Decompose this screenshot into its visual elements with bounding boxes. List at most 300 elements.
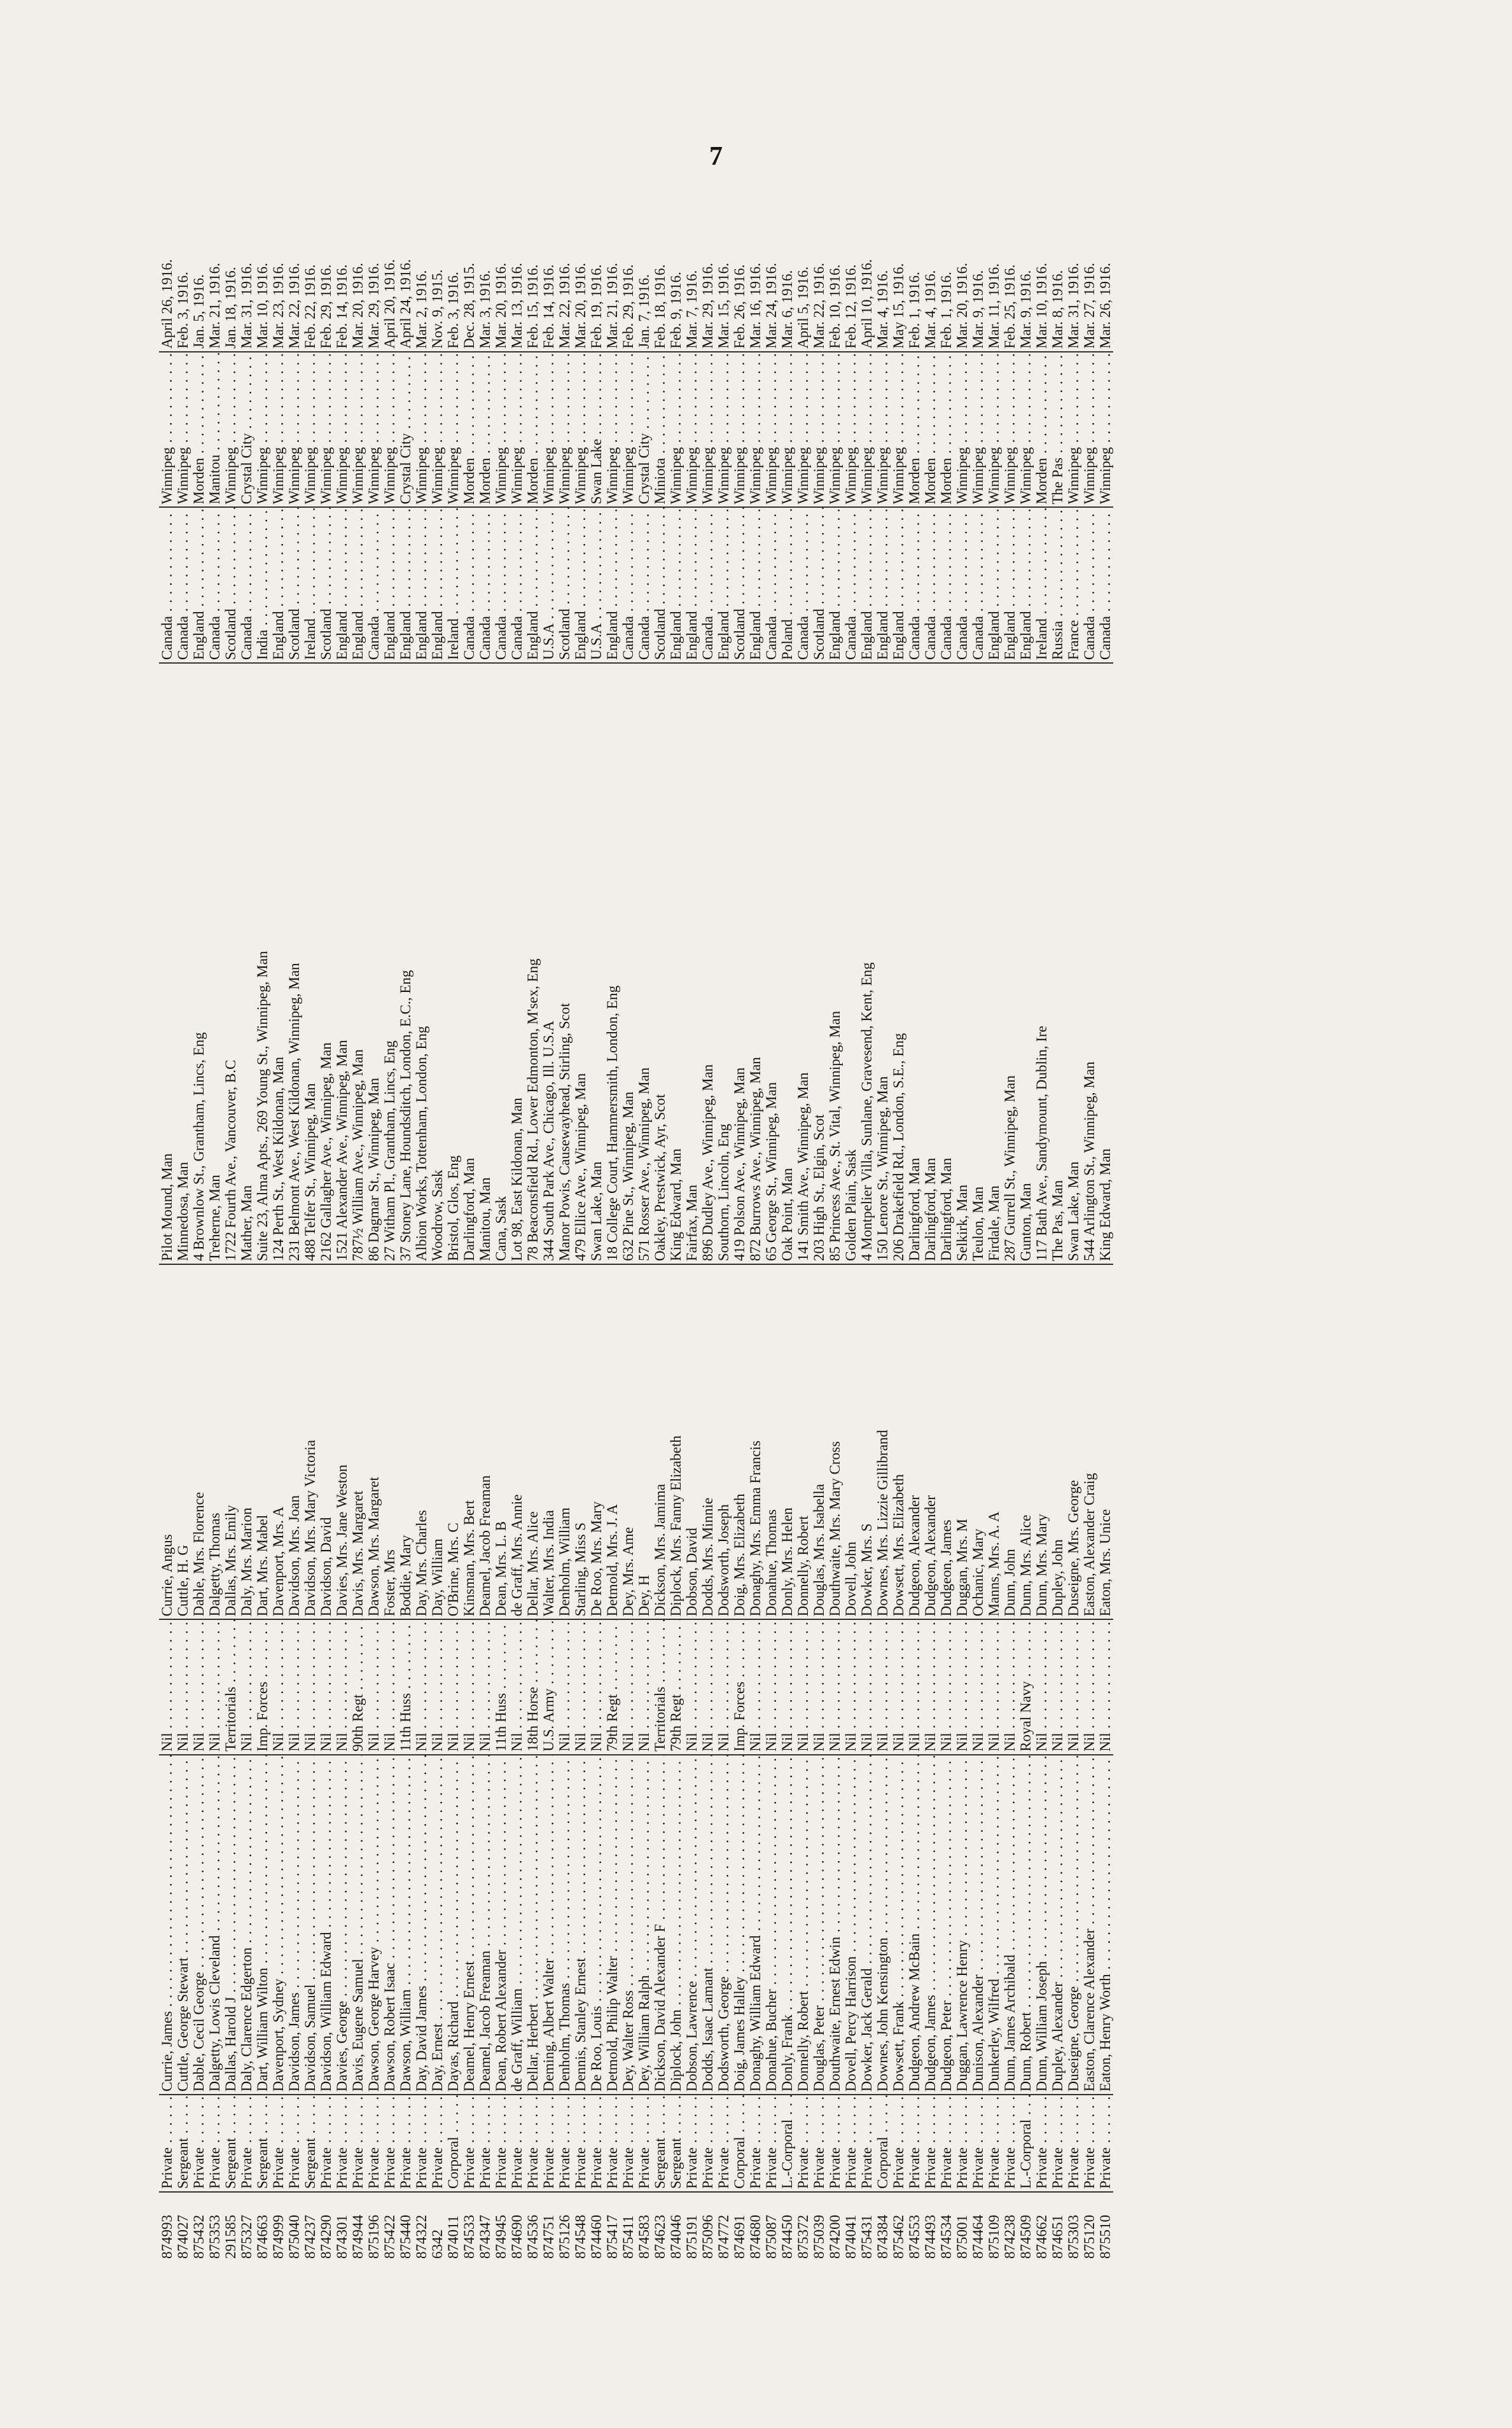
former-unit-cell: Nil . . . xyxy=(461,1619,477,1754)
former-unit-cell: U.S. Army . . . xyxy=(541,1619,557,1754)
enlistment-date-cell: Mar. 29, 1916. xyxy=(366,223,382,352)
enlistment-date-cell: Mar. 15, 1916. xyxy=(716,223,732,352)
former-unit-cell: Nil . . . xyxy=(747,1619,763,1754)
next-of-kin-cell: Daly, Mrs. Marion xyxy=(239,1264,254,1619)
soldier-name-cell: Dean, Robert Alexander . . . xyxy=(493,1755,509,2095)
table-row xyxy=(254,223,270,2259)
rank-cell: Private . . . xyxy=(350,2095,366,2192)
regimental-number-cell: 875417 xyxy=(604,2215,620,2259)
address-cell: The Pas, Man xyxy=(1050,663,1065,1264)
soldier-name-cell: Dey, William Ralph . . . xyxy=(636,1755,652,2095)
soldier-name-cell: Donahue, Bucher . . . xyxy=(763,1755,779,2095)
regimental-number-cell: 874347 xyxy=(477,2215,493,2259)
rank-cell: Private . . . xyxy=(461,2095,477,2192)
rank-cell: Private . . . xyxy=(366,2095,382,2192)
regimental-number-cell: 874999 xyxy=(270,2215,286,2259)
table-row xyxy=(525,223,541,2259)
next-of-kin-cell: Currie, Angus xyxy=(159,1264,175,1619)
next-of-kin-cell: Dudgeon, Alexander xyxy=(906,1264,922,1619)
rank-cell: Private . . . xyxy=(270,2095,286,2192)
regimental-number-cell: 874553 xyxy=(906,2215,922,2259)
place-taken-on-strength-cell: Winnipeg . . . xyxy=(350,352,366,508)
address-cell: Oak Point, Man xyxy=(779,663,795,1264)
enlistment-date-cell: Mar. 2, 1916. xyxy=(413,223,429,352)
rank-cell: Private . . . xyxy=(477,2095,493,2192)
regimental-number-cell: 875510 xyxy=(1097,2215,1113,2259)
place-taken-on-strength-cell: Winnipeg . . . xyxy=(859,352,875,508)
table-row xyxy=(445,223,461,2259)
place-taken-on-strength-cell: Winnipeg . . . xyxy=(1097,352,1113,508)
place-taken-on-strength-cell: Miniota . . . xyxy=(652,352,668,508)
table-row xyxy=(159,223,175,2259)
enlistment-date-cell: Feb. 3, 1916. xyxy=(175,223,191,352)
regimental-number-cell: 875372 xyxy=(795,2215,811,2259)
former-unit-cell: Nil . . . xyxy=(795,1619,811,1754)
soldier-name-cell: Douglas, Peter . . . xyxy=(811,1755,827,2095)
soldier-name-cell: Daly, Clarence Edgerton . . . xyxy=(239,1755,254,2095)
country-of-birth-cell: Canada . . . xyxy=(366,508,382,664)
address-cell: 632 Pine St., Winnipeg, Man xyxy=(620,663,636,1264)
table-row xyxy=(366,223,382,2259)
former-unit-cell: 11th Huss . . . xyxy=(493,1619,509,1754)
soldier-name-cell: Doig, James Halley . . . xyxy=(732,1755,747,2095)
table-row xyxy=(1018,223,1034,2259)
place-taken-on-strength-cell: Winnipeg . . . xyxy=(827,352,843,508)
soldier-name-cell: Dunison, Alexander . . . xyxy=(970,1755,986,2095)
former-unit-cell: Nil . . . xyxy=(954,1619,970,1754)
former-unit-cell: 11th Huss . . . xyxy=(398,1619,413,1754)
address-cell: Swan Lake, Man xyxy=(1065,663,1081,1264)
table-row xyxy=(604,223,620,2259)
soldier-name-cell: Dobson, Lawrence . . . xyxy=(684,1755,700,2095)
next-of-kin-cell: Dobson, David xyxy=(684,1264,700,1619)
place-taken-on-strength-cell: Winnipeg . . . xyxy=(572,352,588,508)
table-row xyxy=(811,223,827,2259)
next-of-kin-cell: Downes, Mrs. Lizzie Gillibrand xyxy=(875,1264,891,1619)
country-of-birth-cell: England . . . xyxy=(1018,508,1034,664)
roster-body xyxy=(159,223,1113,2259)
next-of-kin-cell: Manns, Mrs. A. A xyxy=(986,1264,1002,1619)
table-row xyxy=(286,223,302,2259)
table-row xyxy=(1081,223,1097,2259)
rank-cell: Private . . . xyxy=(398,2095,413,2192)
next-of-kin-cell: Dean, Mrs. L. B xyxy=(493,1264,509,1619)
regimental-number-cell: 875327 xyxy=(239,2215,254,2259)
place-taken-on-strength-cell: Winnipeg . . . xyxy=(747,352,763,508)
soldier-name-cell: Dowker, Jack Gerald . . . xyxy=(859,1755,875,2095)
soldier-name-cell: Dunn, William Joseph . . . xyxy=(1034,1755,1050,2095)
place-taken-on-strength-cell: Winnipeg . . . xyxy=(604,352,620,508)
place-taken-on-strength-cell: Winnipeg . . . xyxy=(223,352,239,508)
soldier-name-cell: Dellar, Herbert . . . xyxy=(525,1755,541,2095)
rank-cell: Private . . . xyxy=(986,2095,1002,2192)
former-unit-cell: Nil . . . xyxy=(509,1619,525,1754)
table-row xyxy=(795,223,811,2259)
rank-cell: Private . . . xyxy=(716,2095,732,2192)
address-cell: Selkirk, Man xyxy=(954,663,970,1264)
table-row xyxy=(986,223,1002,2259)
address-cell: Manor Powis, Causewayhead, Stirling, Scot xyxy=(557,663,572,1264)
address-cell: 787½ William Ave., Winnipeg, Man xyxy=(350,663,366,1264)
enlistment-date-cell: Dec. 28, 1915. xyxy=(461,223,477,352)
next-of-kin-cell: Davidson, David xyxy=(318,1264,334,1619)
next-of-kin-cell: Dudgeon, Alexander xyxy=(922,1264,938,1619)
address-cell: Darlingford, Man xyxy=(461,663,477,1264)
country-of-birth-cell: England . . . xyxy=(716,508,732,664)
rank-cell: Private . . . xyxy=(763,2095,779,2192)
address-cell: Woodrow, Sask xyxy=(429,663,445,1264)
table-row xyxy=(1034,223,1050,2259)
soldier-name-cell: Dayas, Richard . . . xyxy=(445,1755,461,2095)
address-cell: Pilot Mound, Man xyxy=(159,663,175,1264)
soldier-name-cell: Dable, Cecil George . . . xyxy=(191,1755,207,2095)
place-taken-on-strength-cell: Crystal City . . . xyxy=(398,352,413,508)
regimental-number-cell: 875191 xyxy=(684,2215,700,2259)
soldier-name-cell: Deamel, Jacob Freaman . . . xyxy=(477,1755,493,2095)
next-of-kin-cell: Ochanic, Mary xyxy=(970,1264,986,1619)
address-cell: 124 Perth St., West Kildonan, Man xyxy=(270,663,286,1264)
soldier-name-cell: Dodsworth, George . . . xyxy=(716,1755,732,2095)
rank-cell: Private . . . xyxy=(747,2095,763,2192)
table-row xyxy=(970,223,986,2259)
place-taken-on-strength-cell: Winnipeg . . . xyxy=(986,352,1002,508)
next-of-kin-cell: Davis, Mrs. Margaret xyxy=(350,1264,366,1619)
country-of-birth-cell: Canada . . . xyxy=(938,508,954,664)
regimental-number-cell: 874583 xyxy=(636,2215,652,2259)
former-unit-cell: Nil . . . xyxy=(429,1619,445,1754)
country-of-birth-cell: England . . . xyxy=(1002,508,1018,664)
place-taken-on-strength-cell: Winnipeg . . . xyxy=(318,352,334,508)
soldier-name-cell: Dawson, George Harvey . . . xyxy=(366,1755,382,2095)
former-unit-cell: Nil . . . xyxy=(334,1619,350,1754)
former-unit-cell: Imp. Forces . . . xyxy=(732,1619,747,1754)
regimental-number-cell: 874548 xyxy=(572,2215,588,2259)
former-unit-cell: Nil . . . xyxy=(811,1619,827,1754)
soldier-name-cell: Currie, James . . . xyxy=(159,1755,175,2095)
table-row xyxy=(382,223,398,2259)
rank-cell: Private . . . xyxy=(286,2095,302,2192)
next-of-kin-cell: Donnelly, Robert xyxy=(795,1264,811,1619)
former-unit-cell: Nil . . . xyxy=(1034,1619,1050,1754)
soldier-name-cell: Easton, Clarence Alexander . . . xyxy=(1081,1755,1097,2095)
place-taken-on-strength-cell: Winnipeg . . . xyxy=(620,352,636,508)
table-row xyxy=(747,223,763,2259)
rank-cell: Sergeant . . . xyxy=(652,2095,668,2192)
address-cell: 203 High St., Elgin, Scot xyxy=(811,663,827,1264)
former-unit-cell: Nil . . . xyxy=(1097,1619,1113,1754)
former-unit-cell: Nil . . . xyxy=(922,1619,938,1754)
place-taken-on-strength-cell: Morden . . . xyxy=(906,352,922,508)
regimental-number-cell: 875126 xyxy=(557,2215,572,2259)
regimental-number-cell: 875353 xyxy=(207,2215,223,2259)
next-of-kin-cell: Doig, Mrs. Elizabeth xyxy=(732,1264,747,1619)
regimental-number-cell: 875001 xyxy=(954,2215,970,2259)
former-unit-cell: Nil . . . xyxy=(1002,1619,1018,1754)
enlistment-date-cell: Feb. 1, 1916. xyxy=(938,223,954,352)
place-taken-on-strength-cell: Winnipeg . . . xyxy=(716,352,732,508)
next-of-kin-cell: Dickson, Mrs. Jamima xyxy=(652,1264,668,1619)
country-of-birth-cell: Canada . . . xyxy=(207,508,223,664)
place-taken-on-strength-cell: Morden . . . xyxy=(1034,352,1050,508)
enlistment-date-cell: Mar. 21, 1916. xyxy=(207,223,223,352)
regimental-number-cell: 875440 xyxy=(398,2215,413,2259)
regimental-number-cell: 875303 xyxy=(1065,2215,1081,2259)
rank-cell: Private . . . xyxy=(159,2095,175,2192)
next-of-kin-cell: Dunn, John xyxy=(1002,1264,1018,1619)
enlistment-date-cell: Feb. 12, 1916. xyxy=(843,223,859,352)
rank-cell: Sergeant . . . xyxy=(302,2095,318,2192)
rank-cell: Private . . . xyxy=(382,2095,398,2192)
address-cell: Cana, Sask xyxy=(493,663,509,1264)
enlistment-date-cell: Mar. 3, 1916. xyxy=(477,223,493,352)
soldier-name-cell: Dey, Walter Ross . . . xyxy=(620,1755,636,2095)
rank-cell: Private . . . xyxy=(572,2095,588,2192)
address-cell: Firdale, Man xyxy=(986,663,1002,1264)
enlistment-date-cell: Mar. 27, 1916. xyxy=(1081,223,1097,352)
country-of-birth-cell: England . . . xyxy=(382,508,398,664)
enlistment-date-cell: Mar. 20, 1916. xyxy=(954,223,970,352)
table-row xyxy=(1050,223,1065,2259)
table-row xyxy=(906,223,922,2259)
rank-cell: Private . . . xyxy=(906,2095,922,2192)
enlistment-date-cell: Mar. 10, 1916. xyxy=(1034,223,1050,352)
place-taken-on-strength-cell: Winnipeg . . . xyxy=(541,352,557,508)
country-of-birth-cell: Ireland . . . xyxy=(1034,508,1050,664)
enlistment-date-cell: Mar. 22, 1916. xyxy=(811,223,827,352)
table-row xyxy=(732,223,747,2259)
next-of-kin-cell: De Roo, Mrs. Mary xyxy=(588,1264,604,1619)
rank-cell: Private . . . xyxy=(604,2095,620,2192)
place-taken-on-strength-cell: Winnipeg . . . xyxy=(175,352,191,508)
soldier-name-cell: Douthwaite, Ernest Edwin . . . xyxy=(827,1755,843,2095)
soldier-name-cell: Davenport, Sydney . . . xyxy=(270,1755,286,2095)
former-unit-cell: Nil . . . xyxy=(382,1619,398,1754)
next-of-kin-cell: Day, Mrs. Charles xyxy=(413,1264,429,1619)
rank-cell: Private . . . xyxy=(1050,2095,1065,2192)
former-unit-cell: Nil . . . xyxy=(779,1619,795,1754)
address-cell: 544 Arlington St., Winnipeg, Man xyxy=(1081,663,1097,1264)
table-row xyxy=(668,223,684,2259)
soldier-name-cell: Dupley, Alexander . . . xyxy=(1050,1755,1065,2095)
former-unit-cell: Royal Navy . . . xyxy=(1018,1619,1034,1754)
address-cell: 2162 Gallagher Ave., Winnipeg, Man xyxy=(318,663,334,1264)
enlistment-date-cell: April 24, 1916. xyxy=(398,223,413,352)
place-taken-on-strength-cell: The Pas . . . xyxy=(1050,352,1065,508)
regimental-number-cell: 874509 xyxy=(1018,2215,1034,2259)
table-row xyxy=(684,223,700,2259)
table-row xyxy=(493,223,509,2259)
former-unit-cell: 79th Regt . . . xyxy=(604,1619,620,1754)
regimental-number-cell: 874691 xyxy=(732,2215,747,2259)
table-row xyxy=(763,223,779,2259)
enlistment-date-cell: April 10, 1916. xyxy=(859,223,875,352)
table-row xyxy=(716,223,732,2259)
soldier-name-cell: Dunn, Robert . . . xyxy=(1018,1755,1034,2095)
next-of-kin-cell: Douthwaite, Mrs. Mary Cross xyxy=(827,1264,843,1619)
country-of-birth-cell: Canada . . . xyxy=(1081,508,1097,664)
soldier-name-cell: Davis, Eugene Samuel . . . xyxy=(350,1755,366,2095)
country-of-birth-cell: England . . . xyxy=(604,508,620,664)
table-row xyxy=(954,223,970,2259)
address-cell: 872 Burrows Ave., Winnipeg, Man xyxy=(747,663,763,1264)
regimental-number-cell: 875087 xyxy=(763,2215,779,2259)
country-of-birth-cell: Scotland . . . xyxy=(223,508,239,664)
soldier-name-cell: Day, David James . . . xyxy=(413,1755,429,2095)
address-cell: 419 Polson Ave., Winnipeg, Man xyxy=(732,663,747,1264)
country-of-birth-cell: U.S.A . . . xyxy=(588,508,604,664)
rank-cell: Private . . . xyxy=(970,2095,986,2192)
address-cell: Gunton, Man xyxy=(1018,663,1034,1264)
soldier-name-cell: Dawson, William . . . xyxy=(398,1755,413,2095)
table-row xyxy=(620,223,636,2259)
address-cell: Swan Lake, Man xyxy=(588,663,604,1264)
rank-cell: Private . . . xyxy=(620,2095,636,2192)
next-of-kin-cell: Dey, Mrs. Ame xyxy=(620,1264,636,1619)
place-taken-on-strength-cell: Winnipeg . . . xyxy=(1081,352,1097,508)
address-cell: Minnedosa, Man xyxy=(175,663,191,1264)
place-taken-on-strength-cell: Winnipeg . . . xyxy=(763,352,779,508)
enlistment-date-cell: Mar. 23, 1916. xyxy=(270,223,286,352)
table-row xyxy=(239,223,254,2259)
place-taken-on-strength-cell: Winnipeg . . . xyxy=(843,352,859,508)
former-unit-cell: Nil . . . xyxy=(986,1619,1002,1754)
country-of-birth-cell: Canada . . . xyxy=(763,508,779,664)
address-cell: 1722 Fourth Ave., Vancouver, B.C xyxy=(223,663,239,1264)
address-cell: 4 Brownlow St., Grantham, Lincs, Eng xyxy=(191,663,207,1264)
next-of-kin-cell: Dodds, Mrs. Minnie xyxy=(700,1264,716,1619)
page-number: 7 xyxy=(709,142,723,171)
country-of-birth-cell: England . . . xyxy=(891,508,906,664)
table-row xyxy=(557,223,572,2259)
regimental-number-cell: 874533 xyxy=(461,2215,477,2259)
next-of-kin-cell: Eaton, Mrs. Unice xyxy=(1097,1264,1113,1619)
regimental-number-cell: 874384 xyxy=(875,2215,891,2259)
place-taken-on-strength-cell: Winnipeg . . . xyxy=(286,352,302,508)
regimental-number-cell: 875196 xyxy=(366,2215,382,2259)
country-of-birth-cell: England . . . xyxy=(334,508,350,664)
next-of-kin-cell: Walter, Mrs. India xyxy=(541,1264,557,1619)
regimental-number-cell: 874290 xyxy=(318,2215,334,2259)
table-row xyxy=(461,223,477,2259)
address-cell: 86 Dagmar St., Winnipeg, Man xyxy=(366,663,382,1264)
place-taken-on-strength-cell: Winnipeg . . . xyxy=(875,352,891,508)
address-cell: King Edward, Man xyxy=(668,663,684,1264)
country-of-birth-cell: England . . . xyxy=(747,508,763,664)
country-of-birth-cell: Russia . . . xyxy=(1050,508,1065,664)
place-taken-on-strength-cell: Morden . . . xyxy=(938,352,954,508)
former-unit-cell: Nil . . . xyxy=(318,1619,334,1754)
enlistment-date-cell: Mar. 8, 1916. xyxy=(1050,223,1065,352)
soldier-name-cell: Dunn, James Archibald . . . xyxy=(1002,1755,1018,2095)
soldier-name-cell: Day, Ernest . . . xyxy=(429,1755,445,2095)
next-of-kin-cell: Boddie, Mary xyxy=(398,1264,413,1619)
country-of-birth-cell: Canada . . . xyxy=(239,508,254,664)
soldier-name-cell: Dudgeon, James . . . xyxy=(922,1755,938,2095)
place-taken-on-strength-cell: Winnipeg . . . xyxy=(700,352,716,508)
address-cell: Darlingford, Man xyxy=(938,663,954,1264)
soldier-name-cell: Davidson, Samuel . . . xyxy=(302,1755,318,2095)
table-row xyxy=(398,223,413,2259)
table-row xyxy=(477,223,493,2259)
table-row xyxy=(636,223,652,2259)
enlistment-date-cell: Feb. 25, 1916. xyxy=(1002,223,1018,352)
place-taken-on-strength-cell: Winnipeg . . . xyxy=(1002,352,1018,508)
soldier-name-cell: Deming, Albert Walter . . . xyxy=(541,1755,557,2095)
former-unit-cell: Nil . . . xyxy=(843,1619,859,1754)
place-taken-on-strength-cell: Winnipeg . . . xyxy=(1065,352,1081,508)
table-row xyxy=(700,223,716,2259)
regimental-number-cell: 874690 xyxy=(509,2215,525,2259)
regimental-number-cell: 291585 xyxy=(223,2215,239,2259)
enlistment-date-cell: Mar. 20, 1916. xyxy=(493,223,509,352)
regimental-number-cell: 874993 xyxy=(159,2215,175,2259)
enlistment-date-cell: Mar. 4, 1916. xyxy=(875,223,891,352)
next-of-kin-cell: Detmold, Mrs. J. A xyxy=(604,1264,620,1619)
next-of-kin-cell: Davidson, Mrs. Joan xyxy=(286,1264,302,1619)
next-of-kin-cell: Diplock, Mrs. Fanny Elizabeth xyxy=(668,1264,684,1619)
rank-cell: Sergeant . . . xyxy=(223,2095,239,2192)
table-row xyxy=(843,223,859,2259)
regimental-number-cell: 874322 xyxy=(413,2215,429,2259)
next-of-kin-cell: Dey, H xyxy=(636,1264,652,1619)
regimental-number-cell: 874237 xyxy=(302,2215,318,2259)
next-of-kin-cell: Duseigne, Mrs. George xyxy=(1065,1264,1081,1619)
enlistment-date-cell: Mar. 29, 1916. xyxy=(700,223,716,352)
soldier-name-cell: Dunkerley, Wilfred . . . xyxy=(986,1755,1002,2095)
place-taken-on-strength-cell: Swan Lake . . . xyxy=(588,352,604,508)
next-of-kin-cell: Donly, Mrs. Helen xyxy=(779,1264,795,1619)
country-of-birth-cell: Scotland . . . xyxy=(811,508,827,664)
soldier-name-cell: Duggan, Lawrence Henry . . . xyxy=(954,1755,970,2095)
former-unit-cell: Nil . . . xyxy=(207,1619,223,1754)
soldier-name-cell: Davidson, James . . . xyxy=(286,1755,302,2095)
soldier-name-cell: Eaton, Henry Worth . . . xyxy=(1097,1755,1113,2095)
country-of-birth-cell: Canada . . . xyxy=(175,508,191,664)
table-row xyxy=(318,223,334,2259)
roster-table xyxy=(159,223,1113,2259)
soldier-name-cell: Denholm, Thomas . . . xyxy=(557,1755,572,2095)
country-of-birth-cell: England . . . xyxy=(270,508,286,664)
country-of-birth-cell: Canada . . . xyxy=(954,508,970,664)
address-cell: Oakley, Prestwick, Ayr, Scot xyxy=(652,663,668,1264)
table-row xyxy=(541,223,557,2259)
next-of-kin-cell: Davidson, Mrs. Mary Victoria xyxy=(302,1264,318,1619)
address-cell: Darlingford, Man xyxy=(906,663,922,1264)
enlistment-date-cell: Mar. 21, 1916. xyxy=(604,223,620,352)
next-of-kin-cell: Deamel, Jacob Freaman xyxy=(477,1264,493,1619)
next-of-kin-cell: Denholm, William xyxy=(557,1264,572,1619)
rank-cell: Private . . . xyxy=(509,2095,525,2192)
regimental-number-cell: 6342 xyxy=(429,2229,445,2259)
country-of-birth-cell: England . . . xyxy=(572,508,588,664)
former-unit-cell: Nil . . . xyxy=(445,1619,461,1754)
soldier-name-cell: Donnelly, Robert . . . xyxy=(795,1755,811,2095)
former-unit-cell: Nil . . . xyxy=(620,1619,636,1754)
place-taken-on-strength-cell: Winnipeg . . . xyxy=(366,352,382,508)
next-of-kin-cell: Dart, Mrs. Mabel xyxy=(254,1264,270,1619)
place-taken-on-strength-cell: Winnipeg . . . xyxy=(732,352,747,508)
place-taken-on-strength-cell: Winnipeg . . . xyxy=(493,352,509,508)
enlistment-date-cell: Nov. 9, 1915. xyxy=(429,223,445,352)
rank-cell: Sergeant . . . xyxy=(175,2095,191,2192)
address-cell: 18 College Court, Hammersmith, London, Eng xyxy=(604,663,620,1264)
enlistment-date-cell: Feb. 29, 1916. xyxy=(318,223,334,352)
enlistment-date-cell: Jan. 18, 1916. xyxy=(223,223,239,352)
place-taken-on-strength-cell: Winnipeg . . . xyxy=(445,352,461,508)
soldier-name-cell: Dowsett, Frank . . . xyxy=(891,1755,906,2095)
regimental-number-cell: 874301 xyxy=(334,2215,350,2259)
place-taken-on-strength-cell: Winnipeg . . . xyxy=(1018,352,1034,508)
